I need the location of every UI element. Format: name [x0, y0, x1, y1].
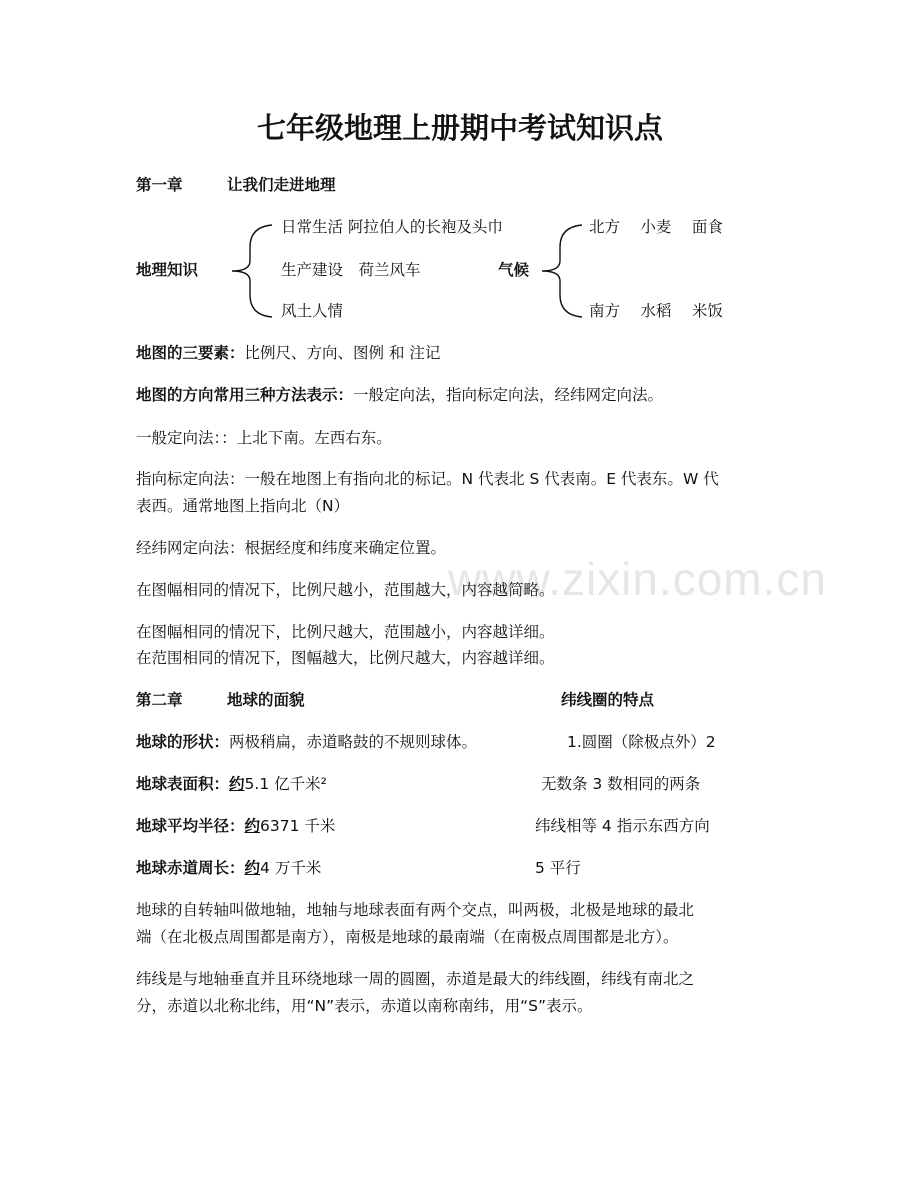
earth-radius-approx: 约 — [244, 817, 261, 835]
knowledge-item-production: 生产建设 荷兰风车 — [281, 261, 421, 279]
latitude-note-2: 无数条 3 数相同的两条 — [541, 775, 701, 793]
earth-equator-line — [136, 858, 321, 878]
map-elements-text: 比例尺、方向、图例 和 注记 — [244, 344, 441, 362]
direction-methods-text: 一般定向法，指向标定向法，经纬网定向法。 — [353, 386, 664, 404]
climate-item-north: 北方 小麦 面食 — [589, 218, 723, 236]
earth-area-value: 5.1 亿千米² — [244, 775, 327, 793]
earth-shape-line — [136, 732, 477, 752]
grid-method-line: 经纬网定向法：根据经度和纬度来确定位置。 — [136, 539, 447, 557]
chapter2-name: 地球的面貌 — [227, 691, 305, 709]
axis-text-line1: 地球的自转轴叫做地轴，地轴与地球表面有两个交点，叫两极，北极是地球的最北 — [136, 901, 695, 919]
direction-methods-label: 地图的方向常用三种方法表示： — [136, 386, 354, 404]
latitude-text-line2: 分，赤道以北称北纬，用“N”表示，赤道以南称南纬，用“S”表示。 — [136, 997, 593, 1015]
latitude-circle-heading: 纬线圈的特点 — [561, 691, 655, 709]
map-elements-line — [136, 343, 440, 363]
scale-rule-3: 在范围相同的情况下，图幅越大，比例尺越大，内容越详细。 — [136, 649, 555, 667]
climate-item-south: 南方 水稻 米饭 — [589, 302, 723, 320]
watermark: www.zixin.com.cn — [448, 553, 827, 605]
earth-area-label: 地球表面积： — [136, 775, 230, 793]
arrow-method-line2: 表西。通常地图上指向北（N） — [136, 497, 350, 515]
climate-brace — [538, 223, 584, 319]
latitude-note-1: 1.圆圈（除极点外）2 — [567, 733, 716, 751]
knowledge-label: 地理知识 — [136, 261, 199, 279]
general-method-line: 一般定向法：：上北下南。左西右东。 — [136, 429, 392, 447]
earth-shape-label: 地球的形状： — [136, 733, 230, 751]
earth-equator-label: 地球赤道周长： — [136, 859, 245, 877]
latitude-note-4: 5 平行 — [535, 859, 581, 877]
chapter1-name: 让我们走进地理 — [227, 176, 336, 194]
axis-text-line2: 端（在北极点周围都是南方），南极是地球的最南端（在南极点周围都是北方）。 — [136, 928, 679, 946]
earth-equator-value: 4 万千米 — [260, 859, 322, 877]
knowledge-item-daily-life: 日常生活 阿拉伯人的长袍及头巾 — [281, 218, 503, 236]
latitude-text-line1: 纬线是与地轴垂直并且环绕地球一周的圆圈，赤道是最大的纬线圈，纬线有南北之 — [136, 970, 695, 988]
earth-radius-line — [136, 816, 335, 836]
earth-radius-label: 地球平均半径： — [136, 817, 245, 835]
latitude-note-3: 纬线相等 4 指示东西方向 — [535, 817, 710, 835]
climate-label: 气候 — [498, 261, 530, 279]
earth-equator-approx: 约 — [244, 859, 261, 877]
knowledge-item-customs: 风土人情 — [281, 302, 344, 320]
knowledge-brace — [228, 223, 274, 319]
arrow-method-line1: 指向标定向法：一般在地图上有指向北的标记。N 代表北 S 代表南。E 代表东。W 代 — [136, 470, 719, 488]
earth-area-line — [136, 774, 327, 794]
chapter2-heading: 第二章 — [136, 691, 183, 709]
chapter1-heading: 第一章 — [136, 176, 183, 194]
earth-radius-value: 6371 千米 — [260, 817, 336, 835]
map-elements-label: 地图的三要素： — [136, 344, 245, 362]
earth-area-approx: 约 — [229, 775, 245, 793]
earth-shape-text: 两极稍扁，赤道略鼓的不规则球体。 — [229, 733, 478, 751]
scale-rule-2: 在图幅相同的情况下，比例尺越大，范围越小，内容越详细。 — [136, 623, 555, 641]
direction-methods-line — [136, 385, 663, 405]
scale-rule-1: 在图幅相同的情况下，比例尺越小，范围越大，内容越简略。 — [136, 581, 555, 599]
page-title: 七年级地理上册期中考试知识点 — [256, 111, 663, 145]
